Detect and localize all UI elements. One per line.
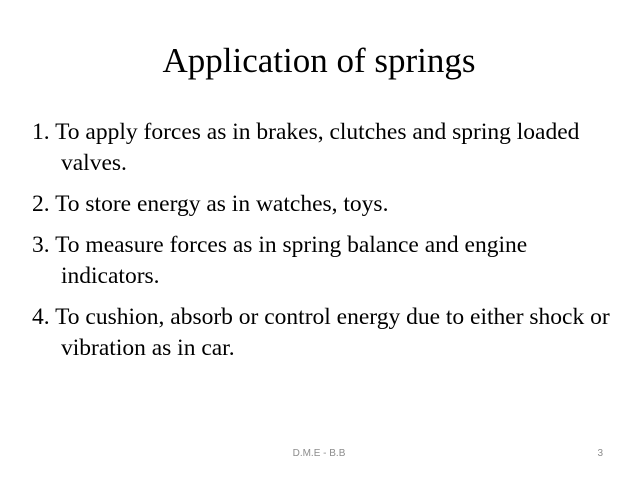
slide-title: Application of springs bbox=[162, 41, 476, 80]
application-list bbox=[32, 117, 622, 374]
list-item: 2. To store energy as in watches, toys. bbox=[32, 191, 389, 217]
slide-footer: D.M.E - B.B bbox=[292, 448, 346, 459]
list-item: 4. To cushion, absorb or control energy due to either shock or vibration as in car. bbox=[32, 304, 610, 361]
list-item: 1. To apply forces as in brakes, clutches and spring loaded valves. bbox=[32, 119, 580, 176]
list-item: 3. To measure forces as in spring balance and engine indicators. bbox=[32, 232, 528, 289]
slide-number: 3 bbox=[597, 448, 603, 459]
